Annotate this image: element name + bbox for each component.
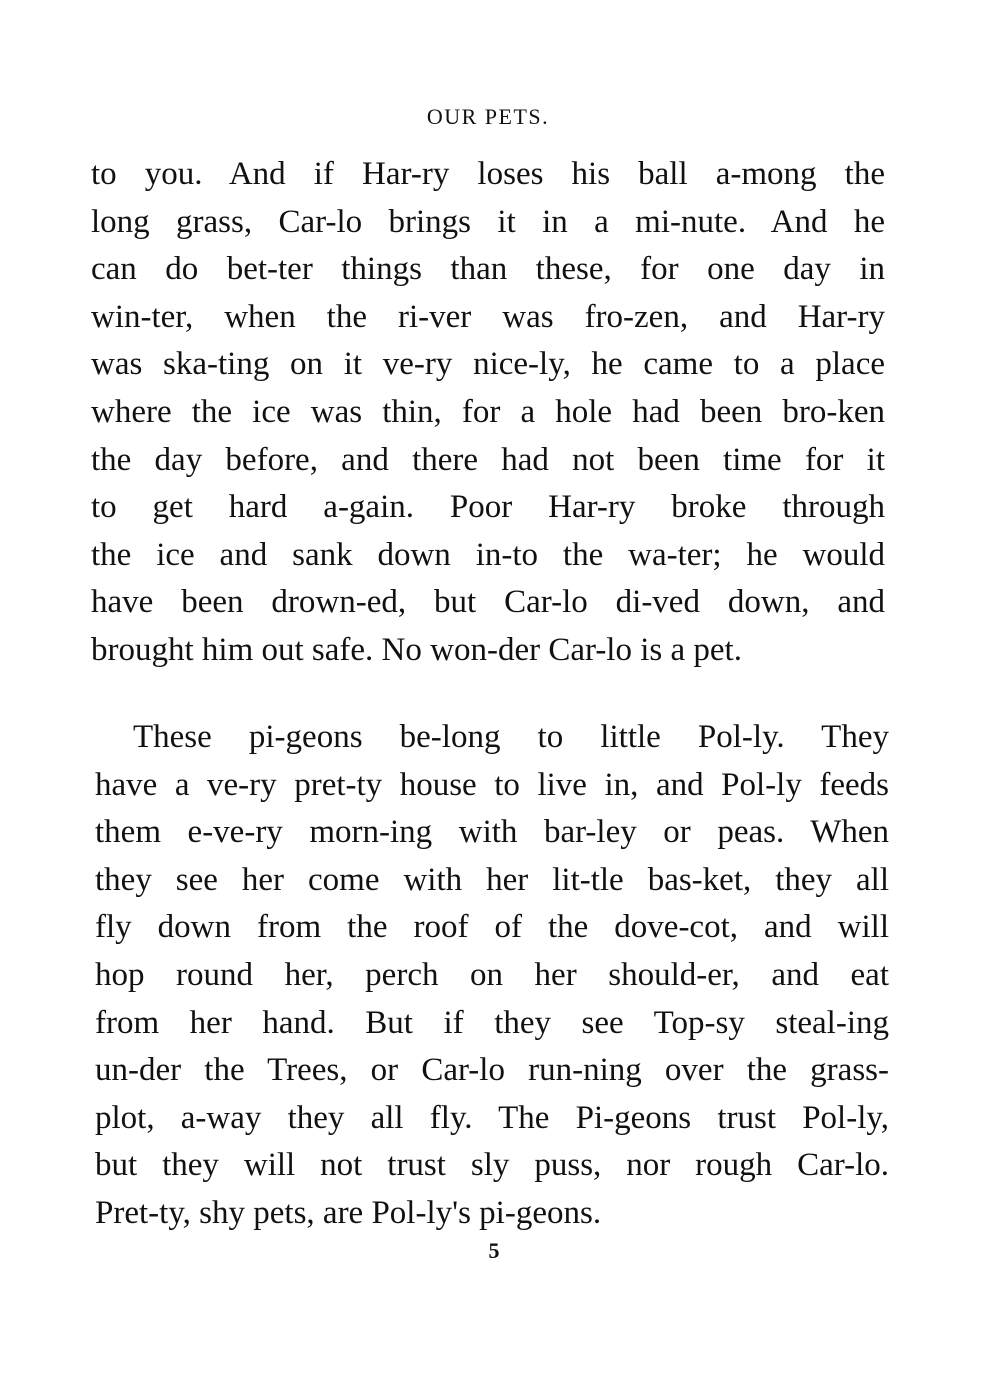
text-line: These pi-geons be-long to little Pol-ly. They (133, 719, 889, 755)
text-line: they see her come with her lit-tle bas-ket, they all (95, 861, 889, 898)
text-line: to you. And if Har-ry loses his ball a-mong the (91, 156, 885, 192)
text-line: the ice and sank down in-to the wa-ter; he would (91, 536, 885, 573)
text-line: but they will not trust sly puss, nor rough Car-lo. (95, 1147, 889, 1184)
text-line: to get hard a-gain. Poor Har-ry broke through (91, 489, 885, 526)
text-line: brought him out safe. No won-der Car-lo is a pet. (91, 631, 742, 668)
text-line: have a ve-ry pret-ty house to live in, and Pol-ly feeds (95, 766, 889, 803)
page-number: 5 (488, 1238, 500, 1263)
text-line: the day before, and there had not been time for it (91, 441, 885, 478)
text-line: where the ice was thin, for a hole had been bro-ken (91, 393, 885, 430)
paragraph-pigeons (95, 714, 889, 1238)
running-head: OUR PETS. (426, 104, 550, 129)
text-line: from her hand. But if they see Top-sy steal-ing (95, 1004, 889, 1041)
text-line: long grass, Car-lo brings it in a mi-nute. And he (91, 203, 885, 240)
text-line: Pret-ty, shy pets, are Pol-ly's pi-geons. (95, 1194, 602, 1231)
text-line: un-der the Trees, or Car-lo run-ning over the grass- (95, 1052, 889, 1089)
text-line: can do bet-ter things than these, for one day in (91, 251, 885, 288)
text-line: have been drown-ed, but Car-lo di-ved down, and (91, 584, 885, 621)
text-line: win-ter, when the ri-ver was fro-zen, and Har-ry (91, 298, 885, 335)
text-line: fly down from the roof of the dove-cot, and will (95, 909, 889, 946)
text-line: plot, a-way they all fly. The Pi-geons trust Pol-ly, (95, 1099, 889, 1136)
text-line: was ska-ting on it ve-ry nice-ly, he came to a place (91, 346, 885, 383)
paragraph-carlo (91, 151, 885, 675)
text-line: them e-ve-ry morn-ing with bar-ley or peas. When (95, 814, 889, 851)
text-line: hop round her, perch on her should-er, and eat (95, 956, 889, 993)
